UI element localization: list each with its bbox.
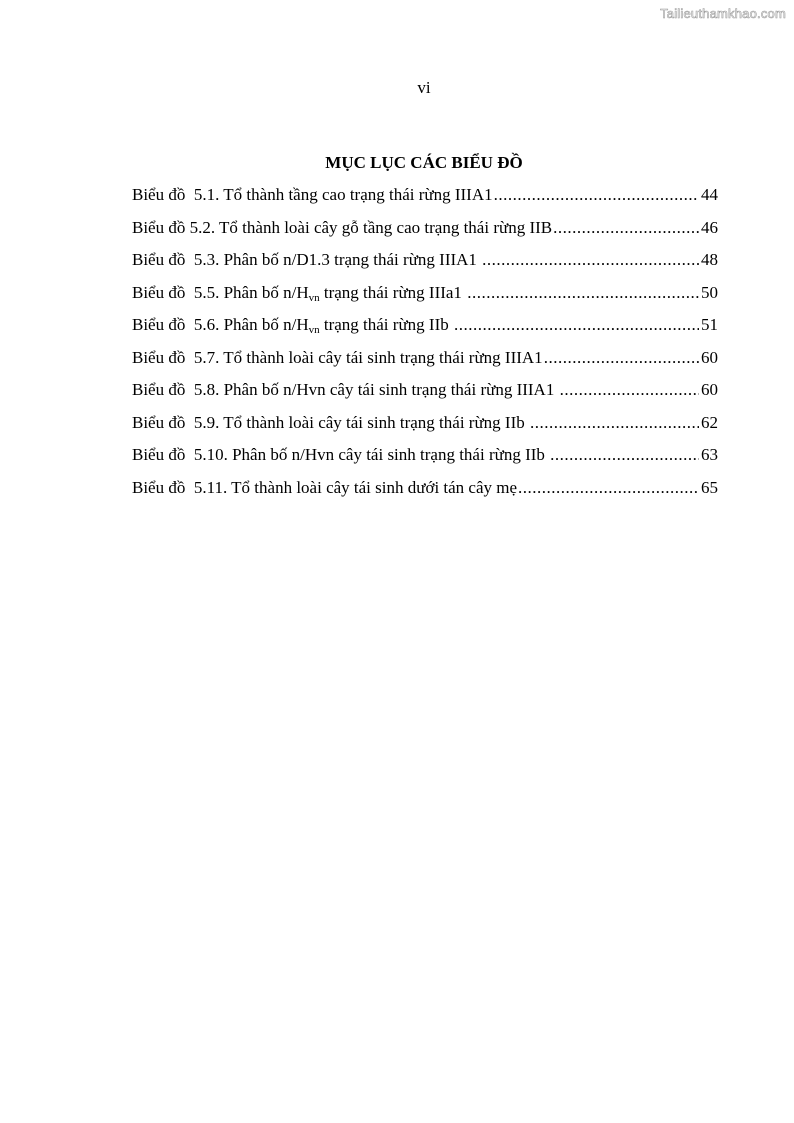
toc-leader-dots bbox=[530, 411, 699, 435]
toc-leader-dots bbox=[454, 313, 699, 337]
toc-entry[interactable] bbox=[132, 281, 718, 314]
toc-entry-text: Biểu đồ 5.1. Tổ thành tầng cao trạng thái rừng IIIA1 bbox=[132, 185, 493, 204]
toc-leader-dots bbox=[518, 476, 699, 500]
toc-page-number: 46 bbox=[701, 217, 718, 237]
toc-page-number: 50 bbox=[701, 282, 718, 302]
watermark-text: Tailieuthamkhao.com bbox=[660, 6, 786, 21]
toc-entry-text: Biểu đồ 5.7. Tổ thành loài cây tái sinh trạng thái rừng IIIA1 bbox=[132, 347, 543, 367]
toc-leader-dots bbox=[467, 281, 699, 305]
toc-page-number: 60 bbox=[701, 347, 718, 367]
toc-entry[interactable] bbox=[132, 378, 718, 411]
toc-title: MỤC LỤC CÁC BIỂU ĐỒ bbox=[325, 153, 523, 172]
toc-entry[interactable] bbox=[132, 313, 718, 346]
toc-entry-text: Biểu đồ 5.11. Tổ thành loài cây tái sinh dưới tán cây mẹ bbox=[132, 477, 518, 497]
toc-entry-text: Biểu đồ 5.8. Phân bố n/Hvn cây tái sinh trạng thái rừng IIIA1 bbox=[132, 380, 559, 399]
toc-page-number: 48 bbox=[701, 250, 718, 269]
toc-leader-dots bbox=[553, 216, 699, 240]
toc-entry-text: Biểu đồ 5.10. Phân bố n/Hvn cây tái sinh trạng thái rừng IIb bbox=[132, 445, 550, 464]
toc-page-number: 65 bbox=[701, 477, 718, 497]
toc-entry[interactable] bbox=[132, 248, 718, 281]
toc-list bbox=[132, 183, 718, 508]
toc-page-number: 62 bbox=[701, 412, 718, 432]
toc-leader-dots bbox=[494, 183, 699, 207]
toc-page-number: 51 bbox=[701, 315, 718, 334]
toc-leader-dots bbox=[544, 346, 699, 370]
toc-entry[interactable] bbox=[132, 216, 718, 249]
toc-entry-text: Biểu đồ 5.6. Phân bố $n/H_{vn}$ trạng thái rừng IIb bbox=[132, 315, 453, 336]
toc-entry[interactable] bbox=[132, 476, 718, 509]
toc-entry[interactable] bbox=[132, 443, 718, 476]
toc-entry[interactable] bbox=[132, 411, 718, 444]
toc-leader-dots bbox=[560, 378, 699, 402]
toc-entry-text: Biểu đồ 5.9. Tổ thành loài cây tái sinh trạng thái rừng IIb bbox=[132, 412, 529, 432]
toc-leader-dots bbox=[482, 248, 699, 272]
toc-leader-dots bbox=[550, 443, 699, 467]
toc-page-number: 44 bbox=[701, 185, 718, 204]
toc-entry-text: Biểu đồ 5.2. Tổ thành loài cây gỗ tầng cao trạng thái rừng IIB bbox=[132, 217, 553, 237]
toc-page-number: 63 bbox=[701, 445, 718, 464]
toc-entry-text: Biểu đồ 5.3. Phân bố n/D1.3 trạng thái rừng IIIA1 bbox=[132, 250, 482, 269]
page-number: vi bbox=[417, 78, 431, 97]
toc-page-number: 60 bbox=[701, 380, 718, 399]
toc-entry-text: Biểu đồ 5.5. Phân bố $n/H_{vn}$ trạng thái rừng IIIa1 bbox=[132, 282, 467, 304]
toc-entry[interactable] bbox=[132, 346, 718, 379]
toc-entry[interactable] bbox=[132, 183, 718, 216]
